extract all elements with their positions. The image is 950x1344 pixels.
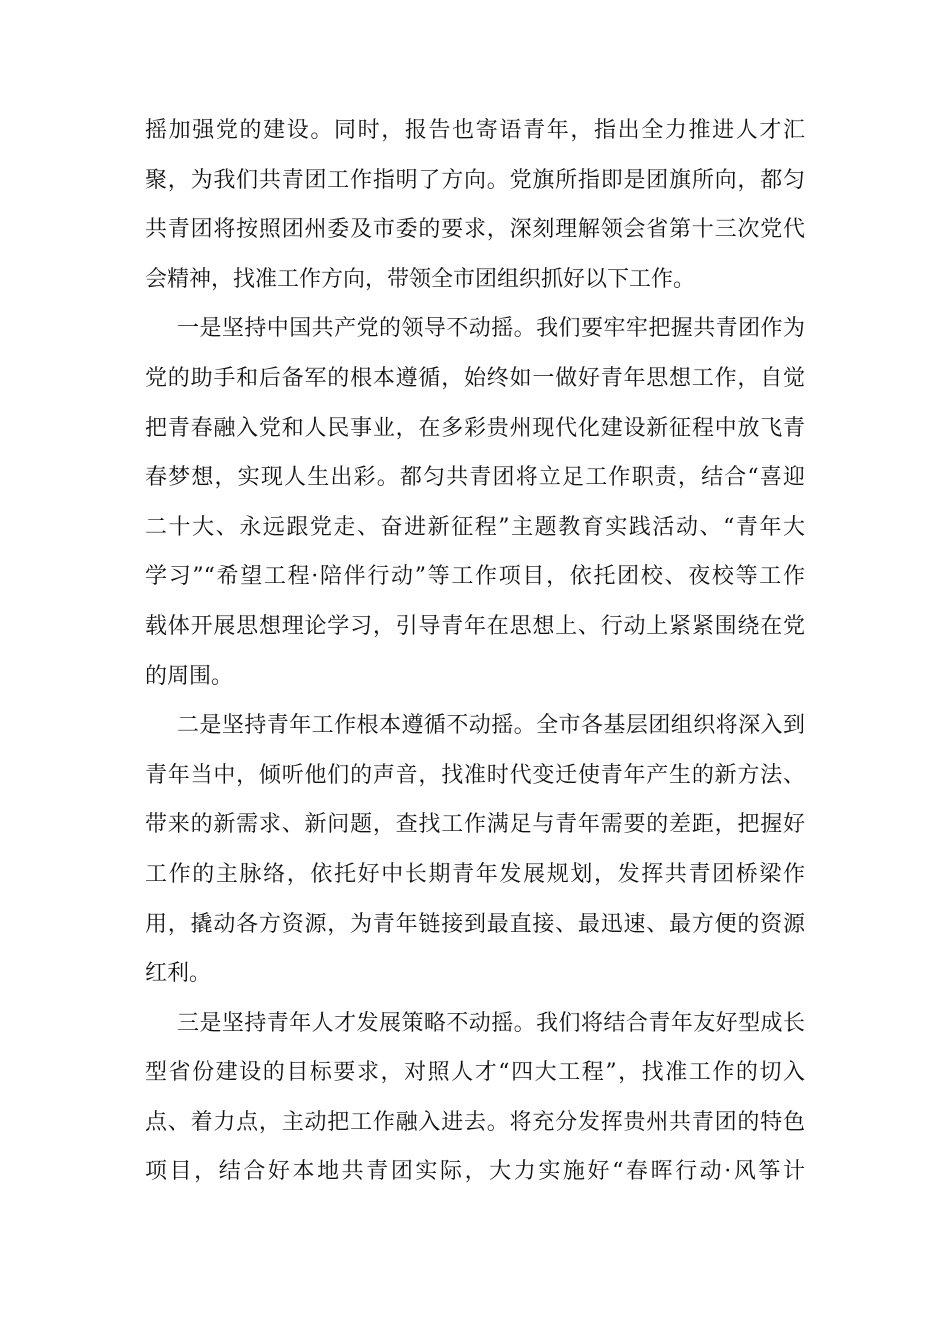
text-line: 的周围。 xyxy=(145,663,234,689)
text-line: 聚，为我们共青团工作指明了方向。党旗所指即是团旗所向，都匀 xyxy=(145,167,805,193)
text-line: 带来的新需求、新问题，查找工作满足与青年需要的差距，把握好 xyxy=(145,812,805,838)
document-page xyxy=(145,106,805,1197)
text-line: 点、着力点，主动把工作融入进去。将充分发挥贵州共青团的特色 xyxy=(145,1109,805,1135)
text-line: 摇加强党的建设。同时，报告也寄语青年，指出全力推进人才汇 xyxy=(145,118,805,143)
text-line: 二十大、永远跟党走、奋进新征程”主题教育实践活动、“青年大 xyxy=(145,514,805,540)
text-line: 一是坚持中国共产党的领导不动摇。我们要牢牢把握共青团作为 xyxy=(177,316,805,342)
text-line: 会精神，找准工作方向，带领全市团组织抓好以下工作。 xyxy=(145,266,696,292)
text-line: 二是坚持青年工作根本遵循不动摇。全市各基层团组织将深入到 xyxy=(177,713,805,739)
text-line: 春梦想，实现人生出彩。都匀共青团将立足工作职责，结合“喜迎 xyxy=(145,465,805,491)
text-line: 学习”“希望工程·陪伴行动”等工作项目，依托团校、夜校等工作 xyxy=(145,564,805,590)
text-line: 载体开展思想理论学习，引导青年在思想上、行动上紧紧围绕在党 xyxy=(145,613,805,639)
text-line: 三是坚持青年人才发展策略不动摇。我们将结合青年友好型成长 xyxy=(177,1010,805,1036)
text-line: 型省份建设的目标要求，对照人才“四大工程”，找准工作的切入 xyxy=(145,1060,805,1086)
text-line: 项目，结合好本地共青团实际，大力实施好“春晖行动·风筝计 xyxy=(145,1159,805,1185)
text-line: 青年当中，倾听他们的声音，找准时代变迁使青年产生的新方法、 xyxy=(145,762,805,788)
text-line: 用，撬动各方资源，为青年链接到最直接、最迅速、最方便的资源 xyxy=(145,911,805,937)
text-line: 工作的主脉络，依托好中长期青年发展规划，发挥共青团桥梁作 xyxy=(145,861,805,887)
text-line: 红利。 xyxy=(145,961,212,987)
text-line: 党的助手和后备军的根本遵循，始终如一做好青年思想工作，自觉 xyxy=(145,365,805,391)
text-line: 共青团将按照团州委及市委的要求，深刻理解领会省第十三次党代 xyxy=(145,217,805,243)
text-line: 把青春融入党和人民事业，在多彩贵州现代化建设新征程中放飞青 xyxy=(145,415,805,441)
